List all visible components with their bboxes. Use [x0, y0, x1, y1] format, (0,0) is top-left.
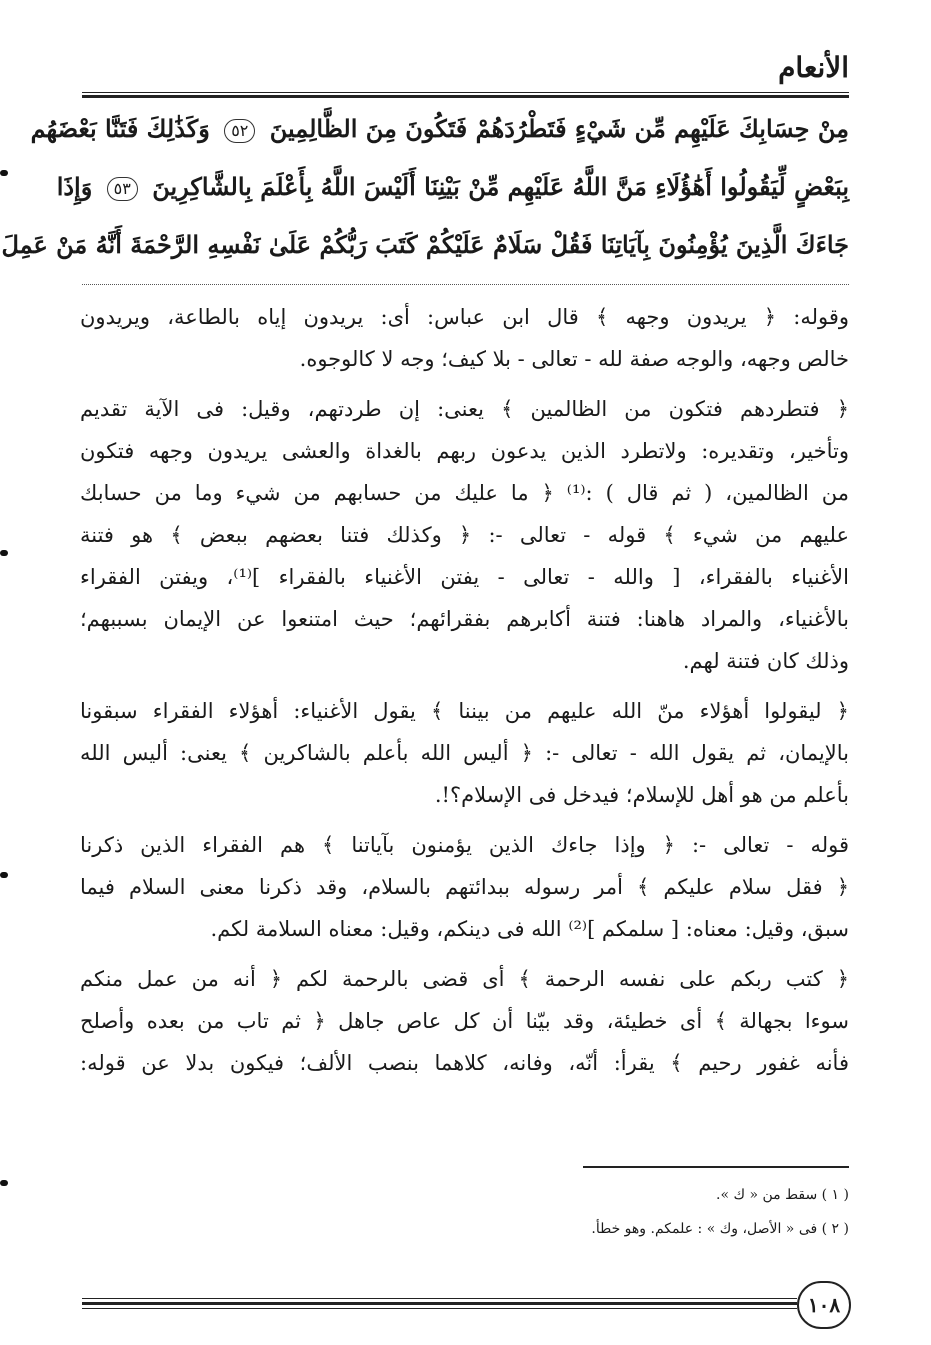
page-number: ١٠٨	[797, 1281, 851, 1329]
commentary-paragraph	[80, 958, 849, 1084]
commentary-paragraph	[80, 296, 849, 380]
footer-rule	[82, 1298, 797, 1299]
footnote-separator	[583, 1166, 849, 1168]
ayah-number-marker: ٥٣	[107, 177, 138, 201]
footnotes	[349, 1178, 849, 1246]
text-line: وقوله: ﴿ يريدون وجهه ﴾ قال ابن عباس: أى: يريدون إياه بالطاعة، ويريدون	[80, 305, 849, 329]
commentary-paragraph	[80, 824, 849, 950]
text-line: ﴿ كتب ربكم على نفسه الرحمة ﴾ أى قضى بالرحمة لكم ﴿ أنه من عمل منكم	[80, 967, 849, 991]
quran-verses	[1, 100, 849, 274]
verse-line: بِبَعْضٍ لِّيَقُولُوا أَهَٰؤُلَاءِ مَنَّ اللَّهُ عَلَيْهِم مِّنْ بَيْنِنَا أَلَيْسَ اللَّهُ بِأَعْلَمَ بِالشَّاكِرِينَ ٥٣ وَإِذَا	[56, 172, 849, 201]
text-line: عليهم من شيء ﴾ قوله - تعالى -: ﴿ وكذلك فتنا بعضهم ببعض ﴾ هو فتنة	[80, 523, 849, 547]
footer-rule-thick	[82, 1302, 797, 1305]
verse-line: جَاءَكَ الَّذِينَ يُؤْمِنُونَ بِآيَاتِنَا فَقُلْ سَلَامٌ عَلَيْكُمْ كَتَبَ رَبُّكُمْ عَلَىٰ نَفْسِهِ الرَّحْمَةَ أَنَّهُ مَنْ عَمِلَ	[1, 230, 849, 259]
scan-edge-mark	[0, 872, 8, 878]
text-line: ﴿ فقل سلام عليكم ﴾ أمر رسوله ببدائتهم بالسلام، وقد ذكرنا معنى السلام فيما	[80, 875, 849, 899]
header-rule-thick	[82, 95, 849, 98]
text-line: قوله - تعالى -: ﴿ وإذا جاءك الذين يؤمنون بآياتنا ﴾ هم الفقراء الذين ذكرنا	[80, 833, 849, 857]
footnote-2: ( ٢ ) فى « الأصل، وك » : علمكم. وهو خطأ.	[591, 1221, 849, 1237]
ayah-number-marker: ٥٢	[224, 119, 255, 143]
verse-separator	[82, 284, 849, 285]
commentary-text	[80, 296, 849, 1092]
text-line: وذلك كان فتنة لهم.	[682, 649, 849, 673]
text-line: ﴿ فتطردهم فتكون من الظالمين ﴾ يعنى: إن طردتهم، وقيل: فى الآية تقديم	[80, 397, 849, 421]
verse-line: مِنْ حِسَابِكَ عَلَيْهِم مِّن شَيْءٍ فَتَطْرُدَهُمْ فَتَكُونَ مِنَ الظَّالِمِينَ ٥٢ وَكَذَٰلِكَ فَتَنَّا بَعْضَهُم	[30, 114, 849, 143]
header-rule	[82, 92, 849, 93]
commentary-paragraph	[80, 690, 849, 816]
scan-edge-mark	[0, 1180, 8, 1186]
commentary-paragraph	[80, 388, 849, 682]
text-line: بأعلم من هو أهل للإسلام؛ فيدخل فى الإسلام؟!.	[434, 783, 849, 807]
text-line: سبق، وقيل: معناه: [ سلمكم ]⁽²⁾ الله فى دينكم، وقيل: معناه السلامة لكم.	[210, 917, 849, 941]
text-line: فأنه غفور رحيم ﴾ يقرأ: أنّه، وفانه، كلاهما بنصب الألف؛ فيكون بدلا عن قوله:	[80, 1051, 849, 1075]
surah-title: الأنعام	[778, 51, 849, 84]
text-line: من الظالمين، ( ثم قال ) :⁽¹⁾ ﴿ ما عليك من حسابهم من شيء وما من حسابك	[80, 481, 849, 505]
text-line: بالأغنياء، والمراد هاهنا: فتنة أكابرهم بفقرائهم؛ حيث امتنعوا عن الإيمان بسببهم؛	[80, 607, 850, 631]
scan-edge-mark	[0, 550, 8, 556]
text-line: خالص وجهه، والوجه صفة لله - تعالى - بلا كيف؛ وجه لا كالوجوه.	[299, 347, 849, 371]
footer-rule	[82, 1308, 797, 1309]
text-line: الأغنياء بالفقراء، [ والله - تعالى - يفتن الأغنياء بالفقراء ]⁽¹⁾، ويفتن الفقراء	[80, 565, 849, 589]
text-line: سوءا بجهالة ﴾ أى خطيئة، وقد بيّنا أن كل عاص جاهل ﴿ ثم تاب من بعده وأصلح	[80, 1009, 849, 1033]
text-line: وتأخير، وتقديره: ولاتطرد الذين يدعون ربهم بالغداة والعشى يريدون وجهه فتكون	[80, 439, 849, 463]
text-line: ﴿ ليقولوا أهؤلاء منّ الله عليهم من بيننا ﴾ يقول الأغنياء: أهؤلاء الفقراء سبقونا	[80, 699, 849, 723]
scan-edge-mark	[0, 170, 8, 176]
text-line: بالإيمان، ثم يقول الله - تعالى -: ﴿ أليس الله بأعلم بالشاكرين ﴾ يعنى: أليس الله	[80, 741, 849, 765]
footnote-1: ( ١ ) سقط من « ك ».	[716, 1187, 849, 1203]
